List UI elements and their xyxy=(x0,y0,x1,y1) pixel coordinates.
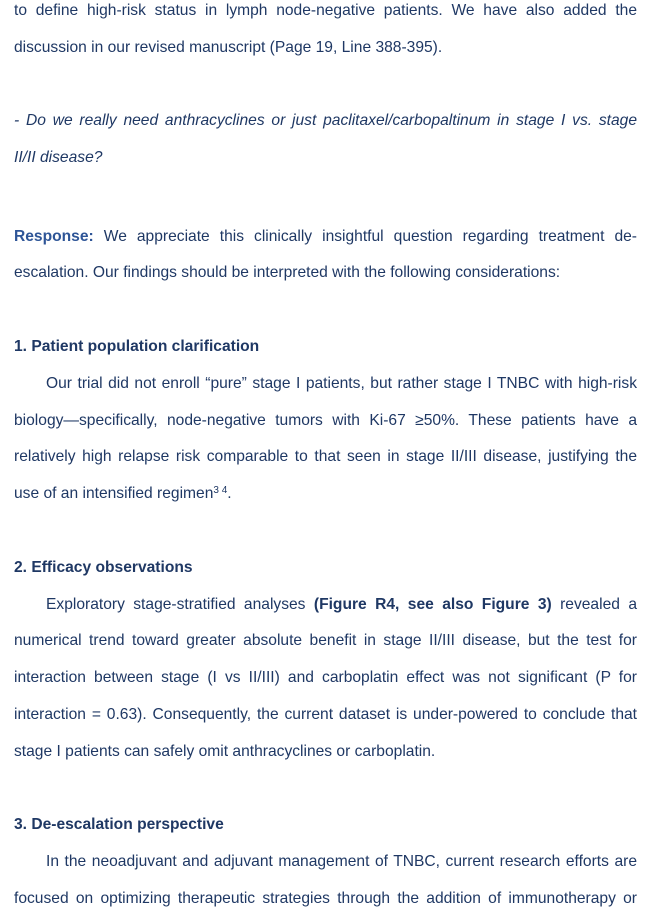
section-line: Our trial did not enroll “pure” stage I patients, but rather stage I TNBC with high-risk xyxy=(46,375,637,392)
paragraph-line: discussion in our revised manuscript (Page 19, Line 388-395). xyxy=(14,39,443,56)
section-text: . xyxy=(227,485,232,502)
response-line xyxy=(14,227,637,247)
section-line xyxy=(14,595,637,615)
section-line: interaction = 0.63). Consequently, the current dataset is under-powered to conclude that xyxy=(14,706,637,723)
section-text: revealed a xyxy=(551,596,637,613)
response-text: We appreciate this clinically insightful question regarding treatment de- xyxy=(93,228,637,245)
section-line xyxy=(14,484,637,504)
reviewer-question-line: II/II disease? xyxy=(14,149,103,166)
figure-reference: (Figure R4, see also Figure 3) xyxy=(313,596,552,613)
section-line: biology—specifically, node-negative tumors with Ki-67 ≥50%. These patients have a xyxy=(14,412,637,429)
citation-superscript: 3 4 xyxy=(213,485,228,496)
section-heading: 2. Efficacy observations xyxy=(14,559,193,576)
section-line: focused on optimizing therapeutic strategies through the addition of immunotherapy or xyxy=(14,890,637,907)
section-line: stage I patients can safely omit anthracyclines or carboplatin. xyxy=(14,743,436,760)
paragraph-line: to define high-risk status in lymph node-negative patients. We have also added the xyxy=(14,2,637,19)
response-line: escalation. Our findings should be interpreted with the following considerations: xyxy=(14,264,561,281)
section-text: Exploratory stage-stratified analyses xyxy=(46,596,314,613)
section-heading: 1. Patient population clarification xyxy=(14,338,260,355)
section-line: numerical trend toward greater absolute benefit in stage II/III disease, but the test for xyxy=(14,632,637,649)
reviewer-question-line: - Do we really need anthracyclines or just paclitaxel/carbopaltinum in stage I vs. stage xyxy=(14,112,637,129)
section-line: In the neoadjuvant and adjuvant management of TNBC, current research efforts are xyxy=(46,853,637,870)
response-label: Response: xyxy=(14,228,94,245)
section-line: interaction between stage (I vs II/III) and carboplatin effect was not significant (P for xyxy=(14,669,637,686)
section-line: relatively high relapse risk comparable to that seen in stage II/III disease, justifying the xyxy=(14,448,637,465)
section-text: use of an intensified regimen xyxy=(14,485,214,502)
section-heading: 3. De-escalation perspective xyxy=(14,816,224,833)
